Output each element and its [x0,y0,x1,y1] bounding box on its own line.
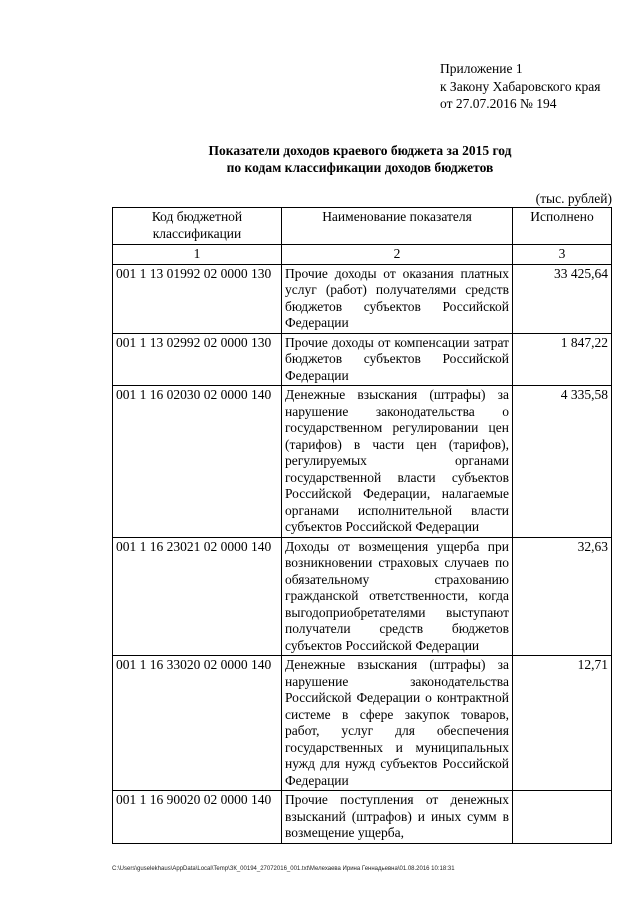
row-code: 001 1 16 90020 02 0000 140 [113,791,282,844]
header-code: Код бюджетной классификации [113,208,282,245]
row-amount: 32,63 [513,537,612,656]
row-amount: 12,71 [513,656,612,791]
row-code: 001 1 13 02992 02 0000 130 [113,333,282,386]
header-name: Наименование показателя [282,208,513,245]
table-row [113,333,612,386]
table-row [113,656,612,791]
row-name: Прочие доходы от компенсации затрат бюджетов субъектов Российской Федерации [282,333,513,386]
row-name: Прочие поступления от денежных взысканий (штрафов) и иных сумм в возмещение ущерба, [282,791,513,844]
row-name: Прочие доходы от оказания платных услуг (работ) получателями средств бюджетов субъектов Российской Федерации [282,264,513,333]
row-name: Денежные взыскания (штрафы) за нарушение законодательства о государственном регулировании цен (тарифов) в части цен (тарифов), регулируемых органами государственной власти субъектов Российской Федерации, налагаемые органами исполнительной власти субъектов Российской Федерации [282,386,513,538]
budget-table [112,207,612,844]
appendix-line: Приложение 1 [440,61,523,76]
row-code: 001 1 13 01992 02 0000 130 [113,264,282,333]
table-row [113,386,612,538]
file-path-footer: C:\Users\guselekhaus\AppData\Local\Temp\ЗК_00194_27072016_001.txt\Мелехаева Ирина Геннадьевна\01.08.2016 10:18:31 [112,866,455,872]
table-row [113,264,612,333]
title-line-2: по кодам классификации доходов бюджетов [226,160,494,175]
appendix-date-line: от 27.07.2016 № 194 [440,96,557,111]
appendix-law-line: к Закону Хабаровского края [440,78,601,94]
table-header-row [113,208,612,245]
row-amount: 33 425,64 [513,264,612,333]
row-code: 001 1 16 33020 02 0000 140 [113,656,282,791]
row-amount: 4 335,58 [513,386,612,538]
row-name: Доходы от возмещения ущерба при возникновении страховых случаев по обязательному страхованию гражданской ответственности, когда выгодоприобретателями выступают получатели средств бюджетов субъектов Российской Федерации [282,537,513,656]
units-label: (тыс. рублей) [535,191,612,206]
document-title [110,142,610,176]
row-code: 001 1 16 23021 02 0000 140 [113,537,282,656]
table-row [113,537,612,656]
column-number-row [113,245,612,265]
row-code: 001 1 16 02030 02 0000 140 [113,386,282,538]
row-amount [513,791,612,844]
title-line-1: Показатели доходов краевого бюджета за 2015 год [208,143,512,158]
header-amount: Исполнено [513,208,612,245]
row-amount: 1 847,22 [513,333,612,386]
column-number: 1 [113,245,282,265]
row-name: Денежные взыскания (штрафы) за нарушение законодательства Российской Федерации о контрактной системе в сфере закупок товаров, работ, услуг для обеспечения государственных и муниципальных нужд для нужд субъектов Российской Федерации [282,656,513,791]
table-row [113,791,612,844]
column-number: 3 [513,245,612,265]
column-number: 2 [282,245,513,265]
appendix-block [440,60,601,113]
